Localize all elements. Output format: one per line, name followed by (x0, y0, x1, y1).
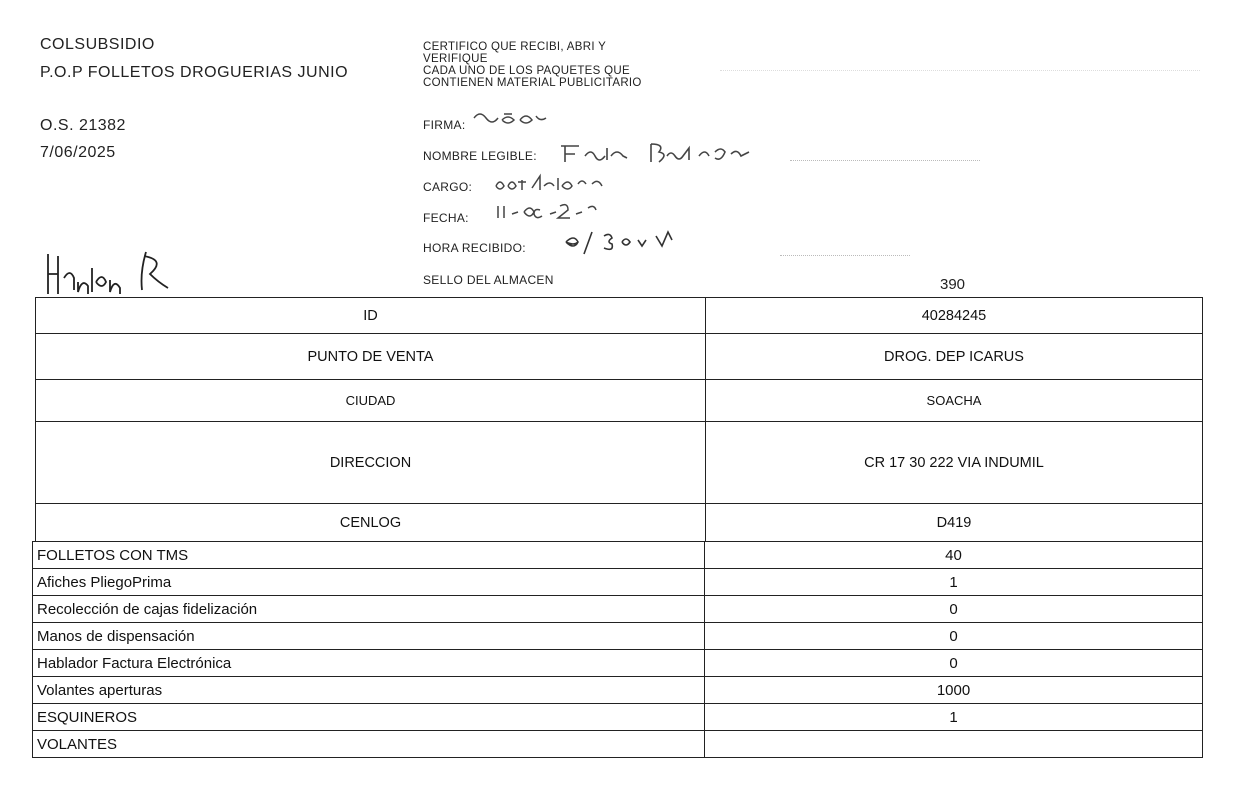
summary-value: SOACHA (706, 380, 1203, 422)
document-date: 7/06/2025 (40, 144, 116, 161)
certificate-line: CADA UNO DE LOS PAQUETES QUE (423, 65, 630, 77)
order-number: O.S. 21382 (40, 117, 126, 134)
certificate-line: CERTIFICO QUE RECIBI, ABRI Y (423, 41, 607, 53)
table-row (33, 731, 1203, 758)
nombre-handwriting-icon (555, 138, 785, 172)
stamp-trace (790, 160, 980, 163)
item-value: 0 (705, 596, 1203, 623)
table-row (33, 623, 1203, 650)
summary-label: ID (36, 298, 706, 334)
summary-label: DIRECCION (36, 422, 706, 504)
summary-label: CENLOG (36, 504, 706, 542)
item-label: ESQUINEROS (33, 704, 705, 731)
item-label: Afiches PliegoPrima (33, 569, 705, 596)
item-label: VOLANTES (33, 731, 705, 758)
hora-handwriting-icon (560, 228, 700, 258)
item-value: 0 (705, 623, 1203, 650)
cargo-label: CARGO: (423, 180, 473, 194)
item-label: FOLLETOS CON TMS (33, 542, 705, 569)
company-name: COLSUBSIDIO (40, 36, 155, 53)
certificate-text (423, 41, 642, 89)
table-row (33, 542, 1203, 569)
table-row (36, 298, 1203, 334)
nombre-label: NOMBRE LEGIBLE: (423, 149, 537, 163)
item-label: Manos de dispensación (33, 623, 705, 650)
items-table (32, 541, 1203, 758)
table-row (33, 677, 1203, 704)
summary-value: D419 (706, 504, 1203, 542)
firma-label: FIRMA: (423, 118, 466, 132)
campaign-title: P.O.P FOLLETOS DROGUERIAS JUNIO (40, 64, 349, 81)
summary-value: CR 17 30 222 VIA INDUMIL (706, 422, 1203, 504)
item-label: Recolección de cajas fidelización (33, 596, 705, 623)
item-label: Hablador Factura Electrónica (33, 650, 705, 677)
table-row (33, 650, 1203, 677)
summary-label: PUNTO DE VENTA (36, 334, 706, 380)
certificate-line: VERIFIQUE (423, 53, 488, 65)
table-row (33, 569, 1203, 596)
table-row (36, 380, 1203, 422)
certificate-line: CONTIENEN MATERIAL PUBLICITARIO (423, 77, 642, 89)
hora-label: HORA RECIBIDO: (423, 241, 526, 255)
item-value: 0 (705, 650, 1203, 677)
summary-value: DROG. DEP ICARUS (706, 334, 1203, 380)
summary-label: CIUDAD (36, 380, 706, 422)
sello-label: SELLO DEL ALMACEN (423, 273, 554, 287)
fecha-handwriting-icon (494, 198, 654, 222)
stamp-trace (720, 70, 1200, 73)
fecha-label: FECHA: (423, 211, 469, 225)
item-value: 40 (705, 542, 1203, 569)
item-value: 1 (705, 704, 1203, 731)
item-value: 1 (705, 569, 1203, 596)
cargo-handwriting-icon (492, 172, 642, 194)
table-row (36, 504, 1203, 542)
table-row (33, 704, 1203, 731)
item-label: Volantes aperturas (33, 677, 705, 704)
summary-table (35, 297, 1203, 542)
table-row (36, 422, 1203, 504)
table-row (33, 596, 1203, 623)
item-value: 1000 (705, 677, 1203, 704)
item-value (705, 731, 1203, 758)
stamp-trace (780, 255, 910, 258)
sello-number: 390 (940, 276, 966, 293)
signature-icon (42, 248, 177, 298)
firma-signature-icon (470, 106, 580, 130)
table-row (36, 334, 1203, 380)
summary-value: 40284245 (706, 298, 1203, 334)
